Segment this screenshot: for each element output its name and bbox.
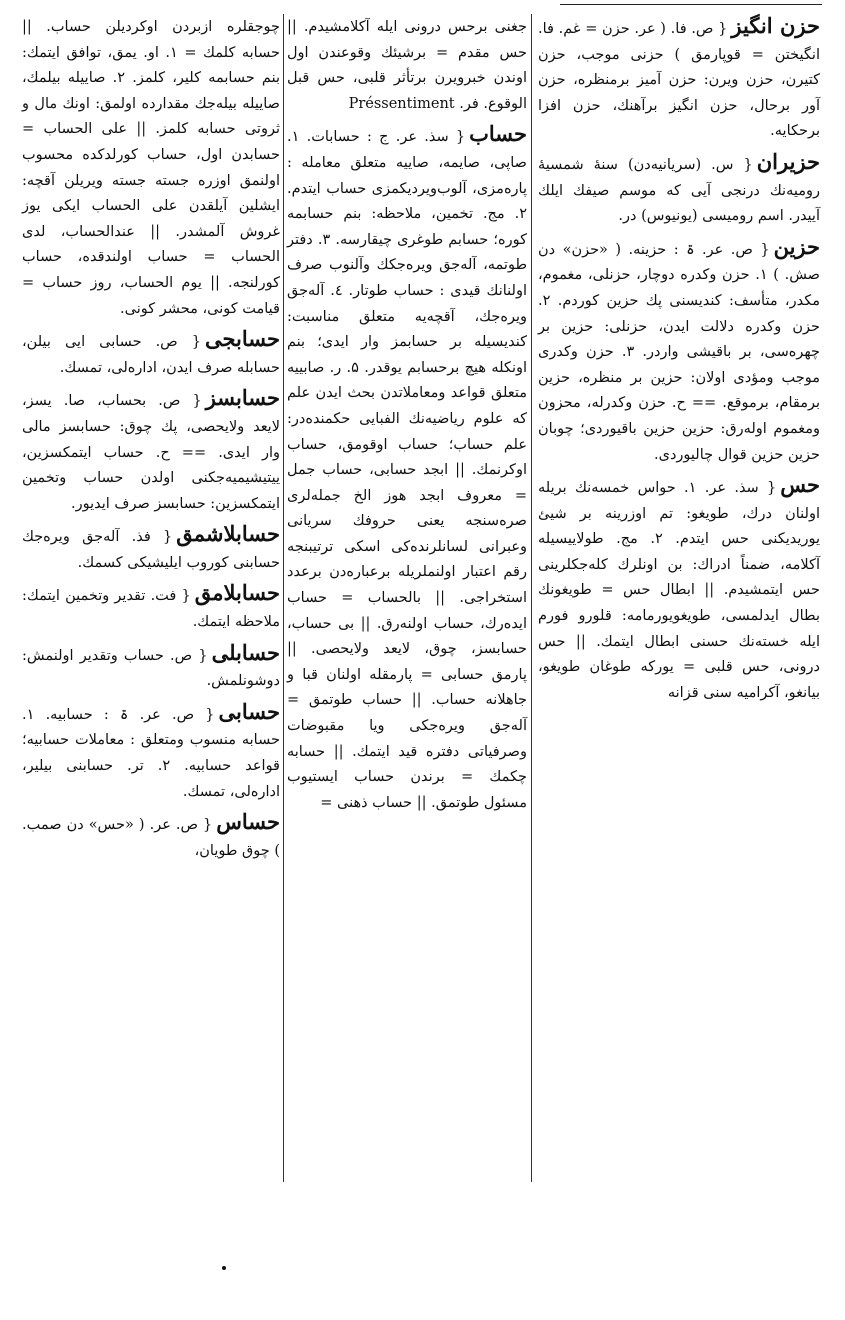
dictionary-entry bbox=[22, 14, 280, 321]
entry-text: { ص. عر. ( «حس» دن صمب. ) چوق طویان، bbox=[22, 817, 280, 859]
dictionary-entry bbox=[22, 386, 280, 516]
entry-text: { سذ. عر. ج : حسابات. ۱. صاپی، صایمه، صاییه متعلق معامله : پاره‌مزی، آلوب‌ویردیکمزی حساب ایتدم. ۲. مج. تخمین، ملاحظه: بنم حسابمه کوره؛ حسابم طوغری چیقارسه. ۳. دفتر طوتمه، آله‌جق ویره‌جکك وآلنوب صرف اولنانك قیدی : حساب طوتار. ٤. آله‌جق ویره‌جك، آقچه‌یه متعلق مناسبت: کندیسیله بر حسابمز وار ایدی؛ بنم اونکله هیچ برحسابم یوقدر. ۵. ر. صابییه متعلق قواعد ومعاملاتدن بحث ایدن علم که علوم ریاضیه‌نك الفبایی حکمنده‌در: علم حساب؛ حساب اوقومق، حساب اوکرنمك. || ابجد حسابی، حساب جمل = معروف ابجد هوز الخ جمله‌لری صره‌سنجه یعنی حروفك سریانی وعبرانی لسانلرنده‌کی اسکی ترتیبنجه رقم اعتبار اولنملریله برعباره‌دن برعدد استخراجی. || بالحساب = حساب ایدەرك، حساب اولنه‌رق. || بی حساب، حسابسز، چوق، لایعد ولایحصی. || پارمق حسابی = پارمقله اولنان قبا و جاهلانه حساب. || حساب طوتمق = آله‌جق ویره‌جکی ویا مقبوضات وصرفیاتی دفتره قید ایتمك. || حسابه چکمك = برندن حساب ایستیوب مسئول طوتمق. || حساب ذهنی = bbox=[287, 129, 528, 811]
dictionary-entry bbox=[538, 150, 820, 229]
dictionary-entry bbox=[22, 641, 280, 694]
entry-paragraph bbox=[22, 700, 280, 804]
headword: حسابی bbox=[218, 698, 280, 724]
headword: حسابسز bbox=[205, 385, 280, 411]
entry-text: { ص. بحساب، صا. یسز، لایعد ولایحصی، پك چوق: حسابسز مالی وار ایدی. == ح. حساب ایتمکسزین، ییتیشیمیه‌جکنی اولدن حساب وتخمین ایتمکسزین: حسابسز صرف ایدیور. bbox=[22, 393, 280, 512]
top-rule bbox=[560, 4, 822, 5]
column-divider bbox=[283, 14, 284, 1182]
right-column bbox=[538, 14, 820, 711]
headword: حزیران bbox=[756, 148, 820, 174]
entry-text: { ص. عر. ۃ : حسابیه. ۱. حسابه منسوب ومتعلق : معاملات حسابیه؛ قواعد حسابیه. ۲. تر. حسابنی بیلیر، اداره‌لی، تمسك. bbox=[22, 706, 280, 800]
entry-text: { س. (سریانیه‌دن) سنهٔ شمسیهٔ رومیه‌نك درنجی آیی که موسم صیفك ایلك آییدر. اسم رومیسی (یونیوس) در. bbox=[538, 156, 820, 225]
entry-text: { فذ. آله‌جق ویره‌جك حسابنی کوروب ایلیشیکی کسمك. bbox=[22, 529, 280, 571]
entry-paragraph bbox=[538, 150, 820, 229]
headword: حزن انگیز bbox=[731, 13, 820, 38]
headword: حس bbox=[780, 472, 821, 498]
entry-text: { سذ. عر. ۱. حواس خمسه‌نك بریله اولنان درك، طویغو: تم اوزرینه بر شیئ یوریدیکنی حس ایتدم. ۲. مج. طولاییسیله آکلامه، ضمناً ادراك: بن اونلرك کله‌جکلرینی حس ایتمشیدم. || ابطال حس = طویغونك بطال ایدلمسی، طویغویورمامه: قلورو فورم ایله خسته‌نك حسنی ابطال ایتمك. || حس درونی، حس قلبی = یورکه طوغان طویغو، بیانغو، آکرامیه سنی قزانه‌ bbox=[538, 480, 820, 701]
headword: حسابلامق bbox=[194, 580, 280, 606]
headword: حساس bbox=[216, 809, 280, 835]
dictionary-entry bbox=[538, 14, 820, 144]
entry-paragraph bbox=[22, 327, 280, 380]
dictionary-entry bbox=[287, 122, 527, 815]
entry-text: { ص. فا. ( عر. حزن = غم. فا. انگیختن = قوپارمق ) حزنی موجب، حزن کتیرن، حزن ویرن: حزن آمیز برمنظره، حزن آور برحال، حزن انگیز برآهنك، حزن افزا برحکایه. bbox=[538, 21, 820, 140]
entry-text: جغنی برحس درونی ایله آکلامشیدم. || حس مقدم = برشیئك وقوعندن اول اوندن خبرویرن برتأثر قلبی، حس قبل الوقوع. فر. Préssentiment bbox=[287, 19, 527, 112]
entry-paragraph bbox=[22, 14, 280, 321]
entry-text: { ص. حساب وتقدیر اولنمش: دوشونلمش. bbox=[22, 647, 280, 690]
page-dot bbox=[222, 1266, 226, 1270]
entry-text: { فت. تقدیر وتخمین ایتمك: ملاحظه ایتمك. bbox=[22, 588, 280, 631]
entry-paragraph bbox=[22, 581, 280, 634]
entry-paragraph bbox=[287, 14, 527, 116]
middle-column bbox=[287, 14, 527, 821]
left-column bbox=[22, 14, 280, 869]
dictionary-entry bbox=[22, 327, 280, 380]
column-divider bbox=[531, 14, 532, 1182]
entry-text: چوجقلره ازبردن اوکردیلن حساب. || حسابه کلمك = ۱. او. یمق، توافق ایتمك: بنم حسابمه کلیر، کلمز. ۲. صاییله بیلمك، صاییله بیله‌جك مقدارده اولمق: اونك مال و ثروتی حسابه کلمز. || علی الحساب = حسابدن اول، حساب کورلدکده محسوب اولنمق اوزره جسته جسته ویریلن آقچه: ایشلین آیلقدن علی الحساب ایکی یوز غروش آلمشدر. || عندالحساب، لدی الحساب = حساب اولندقده، حساب کورلنجه. || یوم الحساب، روز حساب = قیامت کونی، محشر کونی. bbox=[22, 19, 280, 317]
dictionary-entry bbox=[538, 473, 820, 705]
headword: حساب bbox=[469, 121, 527, 147]
dictionary-entry bbox=[22, 581, 280, 634]
entry-text: { ص. عر. ۃ : حزینه. ( «حزن» دن صش. ) ۱. حزن وکدره دوچار، حزنلی، مغموم، مکدر، متأسف: کندیسنی پك حزین کوردم. ۲. حزن وکدره دلالت ایدن، حزنلی: حزین بر چهره‌سی، بر باقیشی واردر. ۳. حزن وکدری موجب ومؤدی اولان: حزین بر منظره، حزین برمقام، برموقع. == ح. حزن وکدرله، محزون ومغموم اوله‌رق: حزین حزین باقیوردی؛ چوبان حزین حزین قوال چالیوردی. bbox=[538, 241, 820, 463]
entry-paragraph bbox=[22, 522, 280, 575]
dictionary-entry bbox=[287, 14, 527, 116]
dictionary-entry bbox=[538, 235, 820, 467]
entry-paragraph bbox=[287, 122, 527, 815]
entry-paragraph bbox=[538, 14, 820, 144]
entry-text: { ص. حسابی ایی بیلن، حسابله صرف ایدن، اداره‌لی، تمسك. bbox=[22, 334, 280, 376]
dictionary-entry bbox=[22, 810, 280, 863]
headword: حزین bbox=[773, 233, 820, 259]
entry-paragraph bbox=[538, 473, 820, 705]
entry-paragraph bbox=[22, 810, 280, 863]
entry-paragraph bbox=[538, 235, 820, 467]
dictionary-entry bbox=[22, 522, 280, 575]
headword: حسابجی bbox=[204, 326, 280, 352]
entry-paragraph bbox=[22, 386, 280, 516]
dictionary-entry bbox=[22, 700, 280, 804]
headword: حسابلی bbox=[211, 639, 280, 665]
headword: حسابلاشمق bbox=[176, 521, 280, 547]
entry-paragraph bbox=[22, 641, 280, 694]
